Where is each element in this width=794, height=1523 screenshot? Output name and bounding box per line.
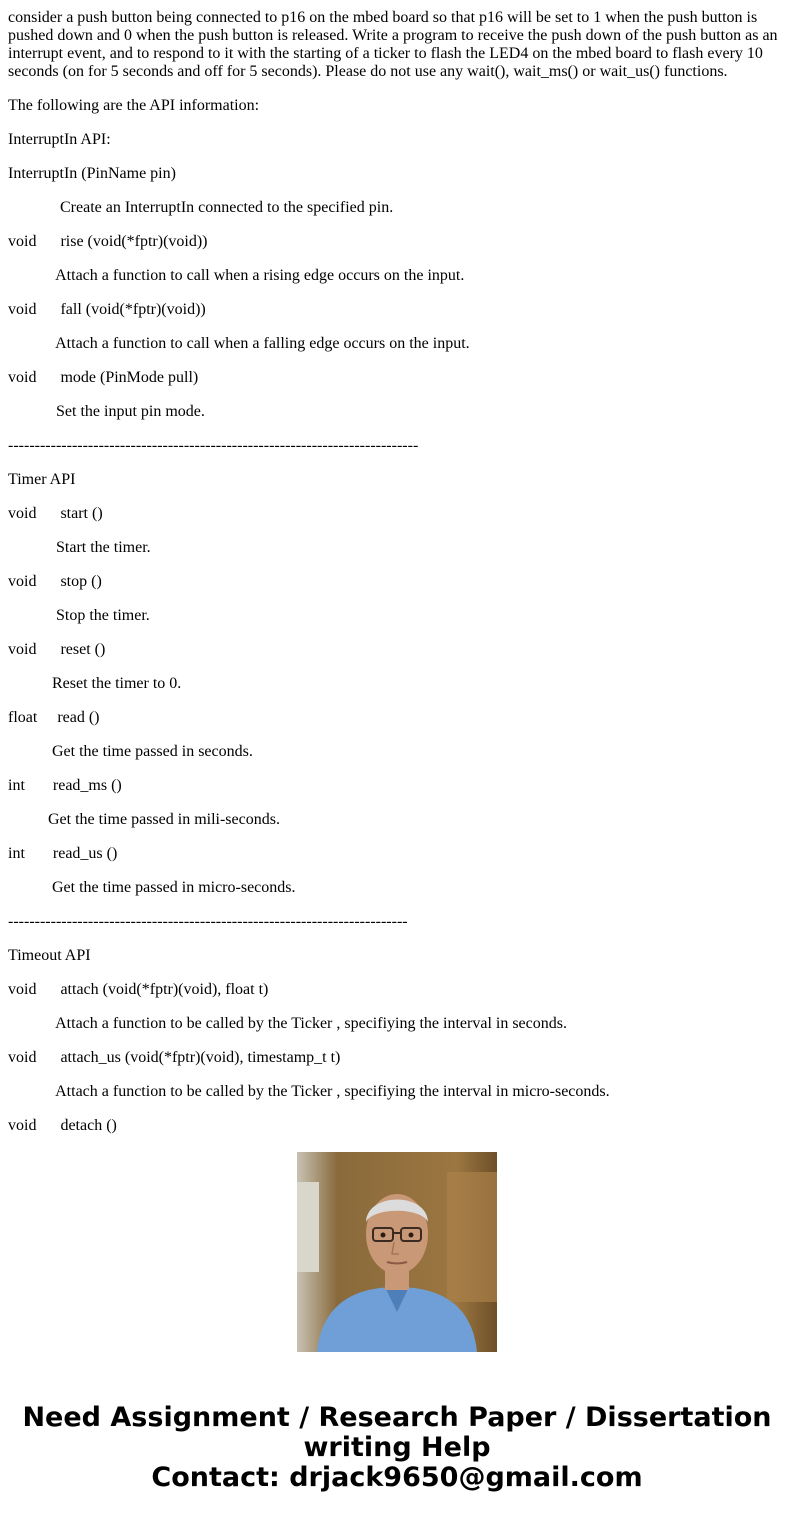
portrait-graphic [297,1152,497,1352]
api-line: void stop () [8,573,102,590]
api-description: Set the input pin mode. [8,403,205,420]
api-description: Get the time passed in seconds. [8,743,253,760]
api-line: void mode (PinMode pull) [8,369,199,386]
author-portrait-icon [297,1152,497,1352]
api-description: Reset the timer to 0. [8,675,182,692]
api-description: Attach a function to be called by the Ticker , specifiying the interval in micro-seconds. [8,1083,610,1100]
separator-line: --------------------------------------------------------------------------- [8,913,408,930]
promo-banner [0,1403,794,1493]
section-title-timeout: Timeout API [8,947,91,964]
promo-line-1: Need Assignment / Research Paper / Dissertation [22,1402,772,1433]
api-heading: The following are the API information: [8,97,260,114]
api-description: Stop the timer. [8,607,150,624]
api-line: void attach (void(*fptr)(void), float t) [8,981,269,998]
api-line: void rise (void(*fptr)(void)) [8,233,208,250]
api-line: void reset () [8,641,106,658]
api-line: void start () [8,505,103,522]
api-line: float read () [8,709,100,726]
promo-contact: Contact: drjack9650@gmail.com [151,1462,643,1493]
api-description: Create an InterruptIn connected to the specified pin. [8,199,394,216]
separator-line: ----------------------------------------------------------------------------- [8,437,419,454]
question-intro: consider a push button being connected to p16 on the mbed board so that p16 will be set to 1 when the push button is pushed down and 0 when the push button is released. Write a program to receive the push down of the push button as an interrupt event, and to respond to it with the starting of a ticker to flash the LED4 on the mbed board to flash every 10 seconds (on for 5 seconds and off for 5 seconds). Please do not use any wait(), wait_ms() or wait_us() functions. [8,9,778,80]
promo-line-2: writing Help [303,1432,491,1463]
section-title-timer: Timer API [8,471,76,488]
api-line: int read_ms () [8,777,122,794]
api-line: InterruptIn (PinName pin) [8,165,176,182]
api-description: Start the timer. [8,539,151,556]
question-document [8,9,786,1134]
api-description: Get the time passed in mili-seconds. [8,811,280,828]
api-line: void attach_us (void(*fptr)(void), timestamp_t t) [8,1049,341,1066]
api-line: void fall (void(*fptr)(void)) [8,301,206,318]
api-line: void detach () [8,1117,117,1134]
api-line: int read_us () [8,845,118,862]
api-description: Get the time passed in micro-seconds. [8,879,296,896]
api-description: Attach a function to be called by the Ticker , specifiying the interval in seconds. [8,1015,567,1032]
api-description: Attach a function to call when a rising edge occurs on the input. [8,267,465,284]
section-title-interruptin: InterruptIn API: [8,131,111,148]
api-description: Attach a function to call when a falling edge occurs on the input. [8,335,470,352]
